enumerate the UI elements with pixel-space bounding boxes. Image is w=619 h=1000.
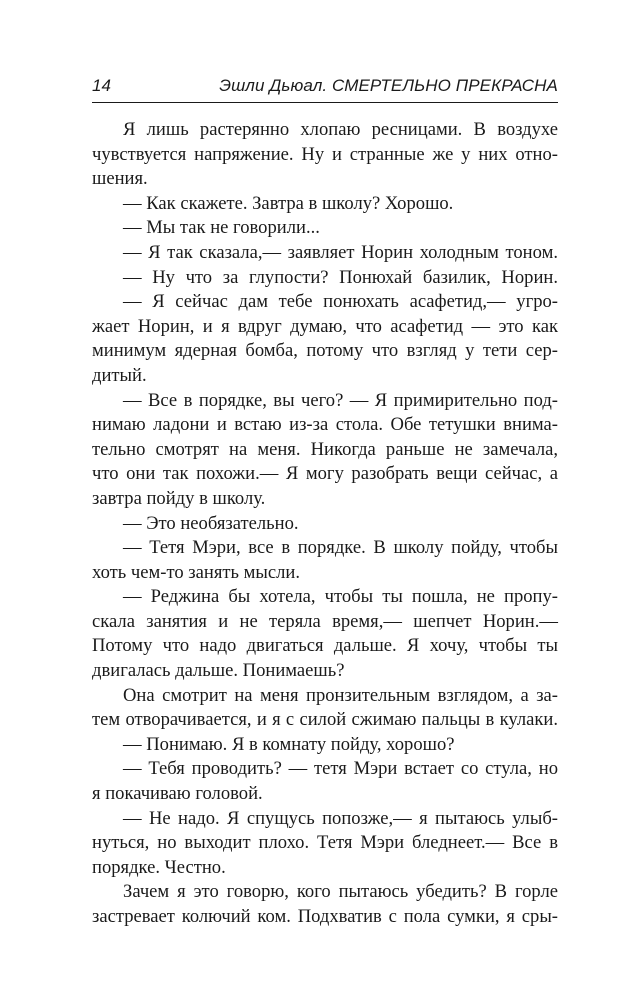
text-line: застревает колючий ком. Подхватив с пола сумки, я сры- [92, 906, 558, 927]
text-line: — Ну что за глупости? Понюхай базилик, Норин. [123, 266, 558, 288]
text-line: — Как скажете. Завтра в школу? Хорошо. [123, 192, 454, 214]
text-line: — Тебя проводить? — тетя Мэри встает со стула, но [123, 758, 558, 780]
text-line: Я лишь растерянно хлопаю ресницами. В воздухе [123, 119, 558, 140]
text-line: двигалась дальше. Понимаешь? [92, 660, 345, 682]
text-line: порядке. Честно. [92, 856, 226, 878]
text-line: Потому что надо двигаться дальше. Я хочу, чтобы ты [92, 635, 558, 657]
text-line: шения. [92, 168, 148, 190]
running-header [92, 72, 558, 103]
text-line: завтра пойду в школу. [92, 487, 266, 509]
text-line: хоть чем-то занять мысли. [92, 561, 301, 583]
text-line: тем отворачивается, и я с силой сжимаю пальцы в кулаки. [92, 709, 558, 731]
text-line: нуться, но выходит плохо. Тетя Мэри бледнеет.— Все в [92, 832, 558, 854]
text-line: дитый. [92, 364, 147, 386]
text-line: жает Норин, и я вдруг думаю, что асафетид — это как [92, 315, 558, 337]
text-line: нимаю ладони и встаю из-за стола. Обе тетушки внима- [92, 414, 558, 436]
running-title: Эшли Дьюал. СМЕРТЕЛЬНО ПРЕКРАСНА [219, 76, 558, 95]
text-line: — Это необязательно. [123, 512, 299, 534]
body-text [92, 118, 558, 930]
text-line: Она смотрит на меня пронзительным взглядом, а за- [123, 684, 558, 706]
text-line: что они так похожи.— Я могу разобрать вещи сейчас, а [92, 463, 558, 485]
text-line: — Я сейчас дам тебе понюхать асафетид,— угро- [123, 291, 558, 313]
text-line: — Понимаю. Я в комнату пойду, хорошо? [123, 733, 455, 755]
text-line: минимум ядерная бомба, потому что взгляд у тети сер- [92, 340, 558, 362]
page-number: 14 [92, 76, 111, 95]
text-line: чувствуется напряжение. Ну и странные же у них отно- [92, 143, 558, 165]
text-line: — Я так сказала,— заявляет Норин холодным тоном. [123, 241, 558, 263]
text-line: — Тетя Мэри, все в порядке. В школу пойду, чтобы [123, 537, 558, 559]
text-line: тельно смотрят на меня. Никогда раньше не замечала, [92, 438, 558, 460]
text-line: я покачиваю головой. [92, 783, 263, 805]
text-line: скала занятия и не теряла время,— шепчет Норин.— [92, 610, 558, 632]
text-line: — Не надо. Я спущусь попозже,— я пытаюсь улыб- [123, 807, 558, 829]
text-line: — Мы так не говорили... [123, 217, 320, 239]
text-line: — Все в порядке, вы чего? — Я примирительно под- [123, 389, 558, 411]
text-line: Зачем я это говорю, кого пытаюсь убедить? В горле [123, 881, 558, 903]
text-line: — Реджина бы хотела, чтобы ты пошла, не пропу- [123, 586, 558, 608]
